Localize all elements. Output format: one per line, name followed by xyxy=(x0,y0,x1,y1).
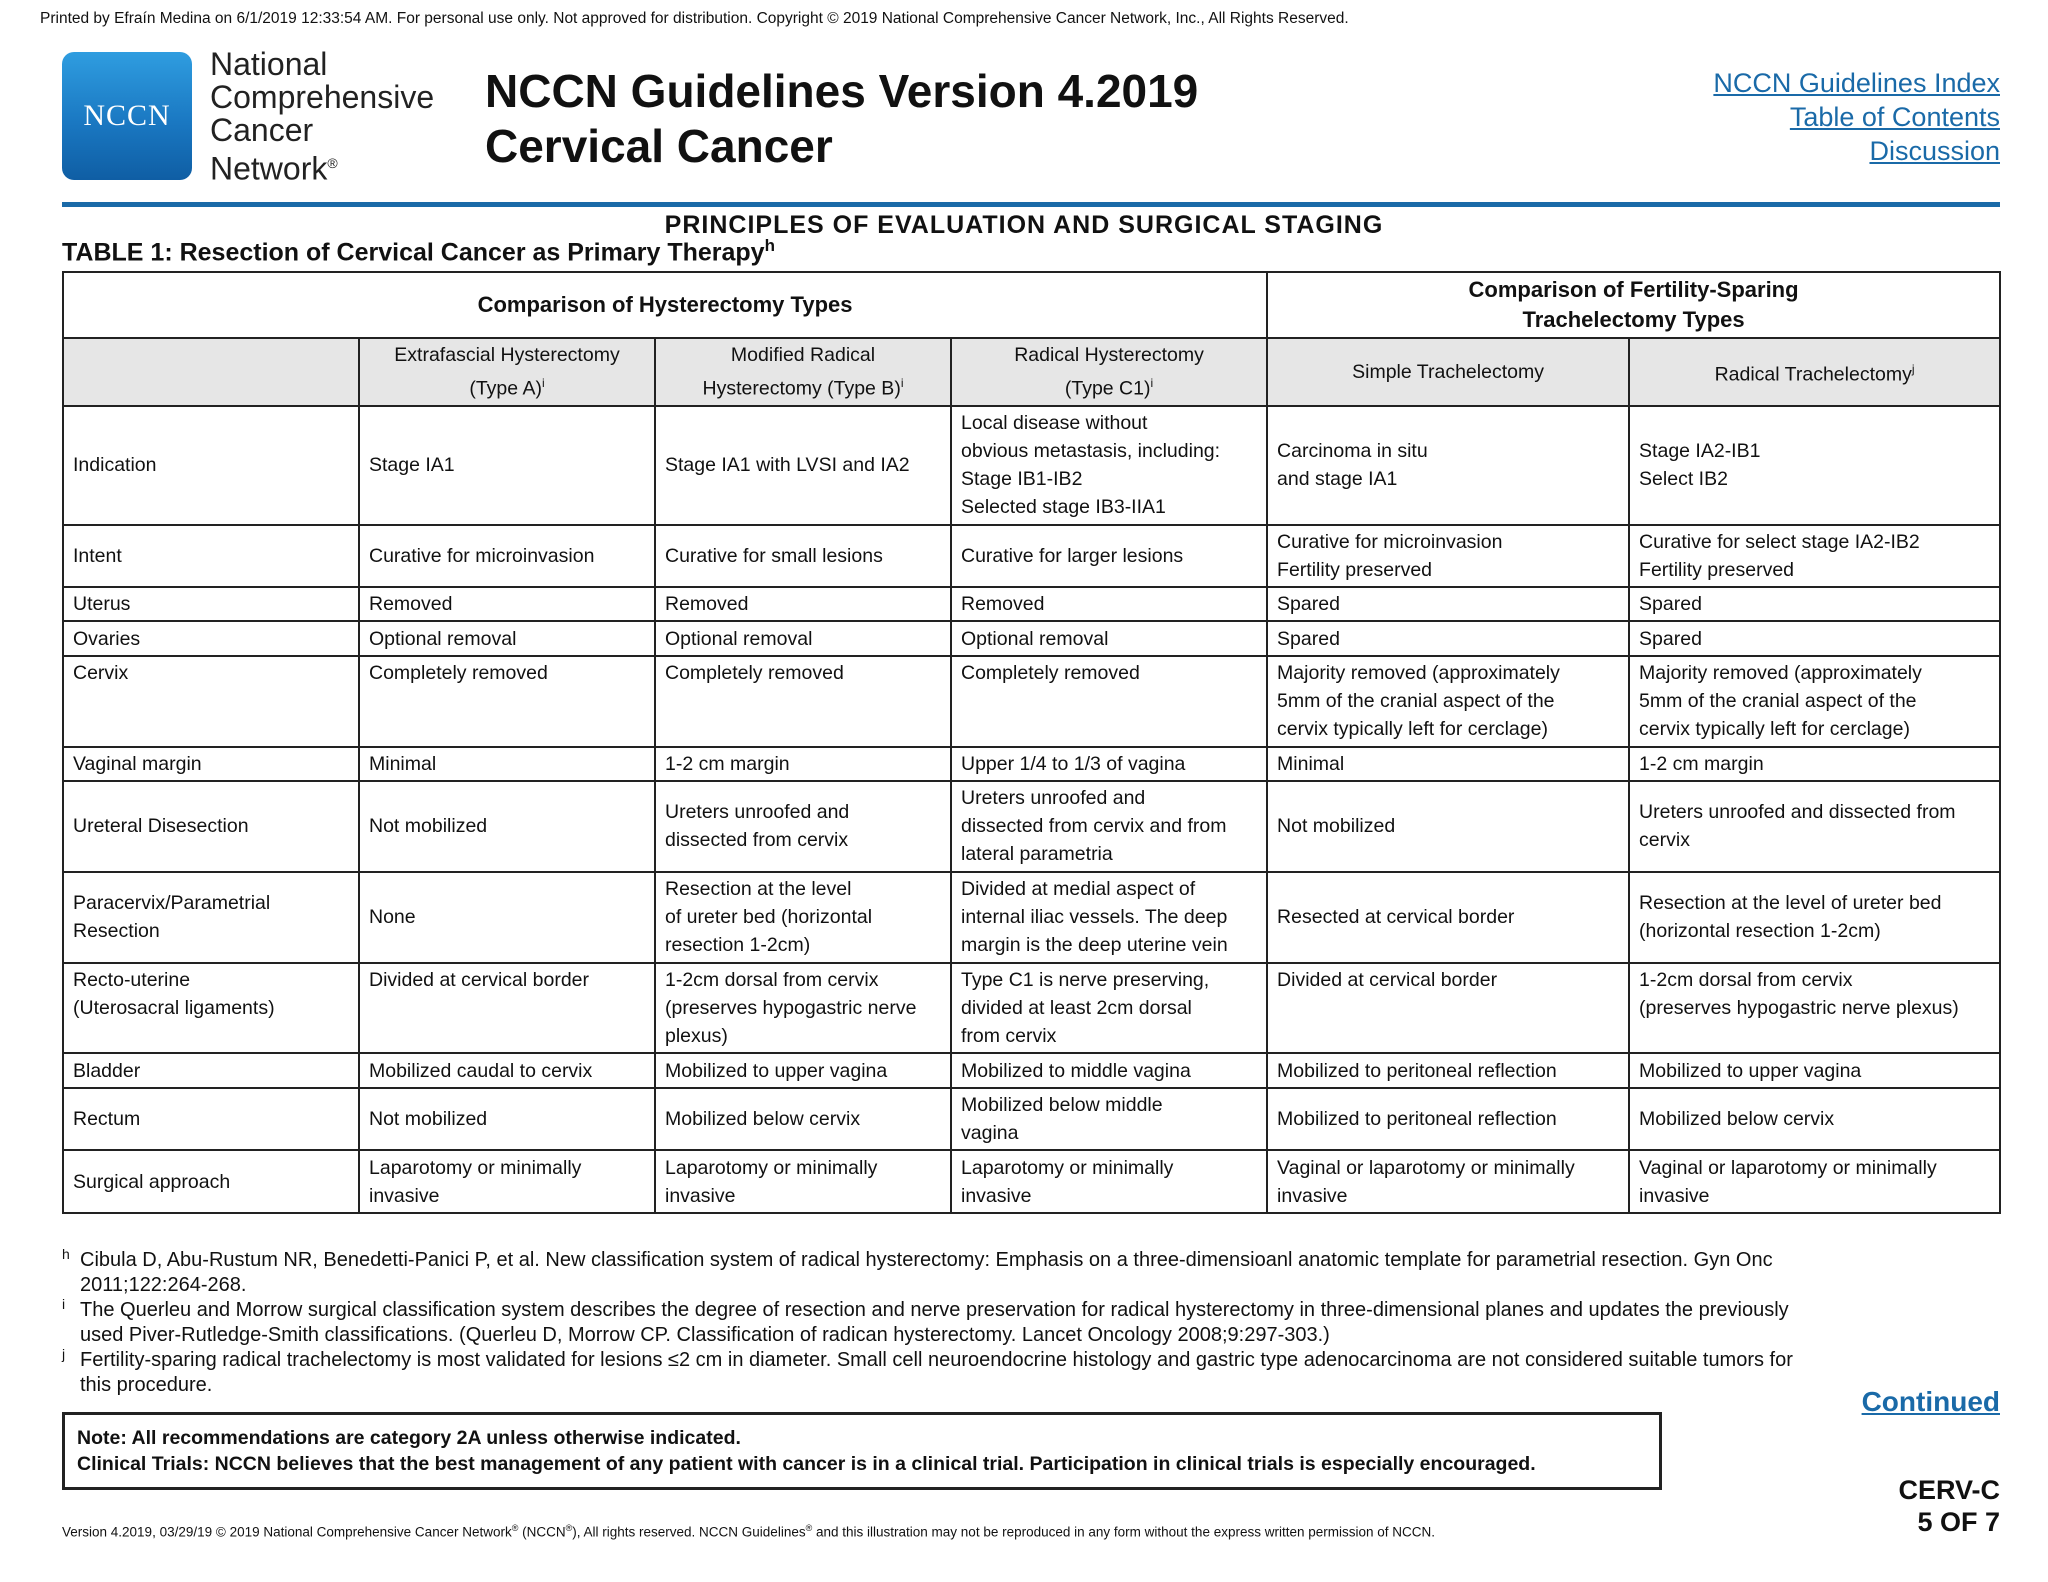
footnote-ref: h xyxy=(764,236,775,255)
cell-text-line: from cervix xyxy=(961,1024,1057,1047)
cell-text-line: 5mm of the cranial aspect of the xyxy=(1277,689,1555,712)
footnote-text: Fertility-sparing radical trachelectomy is most validated for lesions ≤2 cm in diameter. Small cell neuroendocrine histology and gastric type adenocarcinoma are not considered suitable tumors for xyxy=(80,1349,1793,1371)
cell-text-line: Recto-uterine xyxy=(73,968,191,991)
table-cell xyxy=(359,963,655,1054)
footnote-mark: j xyxy=(62,1346,66,1362)
cell-text-line: Ovaries xyxy=(73,627,141,650)
column-header-line: Radical Hysterectomy xyxy=(1014,344,1204,366)
cell-text-line: Mobilized to middle vagina xyxy=(961,1059,1191,1082)
cell-text-line: Curative for microinvasion xyxy=(1277,530,1503,553)
table-row xyxy=(63,1088,2000,1151)
nccn-logo xyxy=(62,52,192,180)
table-cell xyxy=(951,656,1267,747)
table-cell xyxy=(1267,406,1629,525)
cell-text-line: Not mobilized xyxy=(369,1108,488,1131)
column-header xyxy=(1267,338,1629,406)
table-cell xyxy=(951,1053,1267,1087)
cell-text-line: Stage IB1-IB2 xyxy=(961,468,1083,491)
footnote-ref: i xyxy=(1150,376,1154,390)
table-cell xyxy=(655,587,951,621)
cell-text-line: None xyxy=(369,906,416,929)
table-cell xyxy=(359,781,655,872)
footer-copyright xyxy=(62,1523,1435,1540)
table-cell xyxy=(1267,1088,1629,1151)
cell-text-line: Divided at cervical border xyxy=(1277,968,1498,991)
cell-text-line: Curative for select stage IA2-IB2 xyxy=(1639,530,1920,553)
row-label xyxy=(63,747,359,781)
cell-text-line: Laparotomy or minimally xyxy=(369,1156,582,1179)
table-cell xyxy=(1629,747,2000,781)
table-cell xyxy=(1629,656,2000,747)
cell-text-line: 1-2cm dorsal from cervix xyxy=(665,968,879,991)
cell-text-line: cervix typically left for cerclage) xyxy=(1277,717,1548,740)
table-of-contents-link[interactable]: Table of Contents xyxy=(1789,102,2000,132)
row-label xyxy=(63,587,359,621)
cell-text-line: Resected at cervical border xyxy=(1277,906,1515,929)
cell-text-line: resection 1-2cm) xyxy=(665,934,811,957)
cell-text-line: Spared xyxy=(1277,593,1340,616)
table-row xyxy=(63,1150,2000,1213)
table-cell xyxy=(951,621,1267,655)
cell-text-line: Select IB2 xyxy=(1639,468,1728,491)
cell-text-line: Mobilized below cervix xyxy=(665,1108,861,1131)
table-cell xyxy=(951,747,1267,781)
cell-text-line: (preserves hypogastric nerve xyxy=(665,996,917,1019)
footnote-text: The Querleu and Morrow surgical classification system describes the degree of resection and nerve preservation for radical hysterectomy in three-dimensional planes and updates the previously xyxy=(80,1299,1789,1321)
table-cell xyxy=(1267,781,1629,872)
column-header xyxy=(655,338,951,406)
table-row xyxy=(63,963,2000,1054)
table-row xyxy=(63,525,2000,588)
row-label xyxy=(63,621,359,655)
footer-text: (NCCN xyxy=(518,1524,566,1540)
header-divider xyxy=(62,202,2000,207)
row-label xyxy=(63,656,359,747)
table-cell xyxy=(1629,1088,2000,1151)
table-cell xyxy=(655,656,951,747)
cell-text-line: Resection at the level xyxy=(665,878,852,901)
cell-text-line: invasive xyxy=(1277,1184,1348,1207)
cell-text-line: Upper 1/4 to 1/3 of vagina xyxy=(961,752,1186,775)
column-header-line: (Type A) xyxy=(469,377,542,400)
cell-text-line: Indication xyxy=(73,454,157,477)
row-label xyxy=(63,872,359,963)
table-cell xyxy=(951,525,1267,588)
table-cell xyxy=(655,872,951,963)
cell-text-line: Removed xyxy=(369,593,453,616)
cell-text-line: Removed xyxy=(961,593,1045,616)
registered-mark: ® xyxy=(511,1523,519,1533)
cell-text-line: obvious metastasis, including: xyxy=(961,440,1221,463)
footnote-text: Cibula D, Abu-Rustum NR, Benedetti-Panici P, et al. New classification system of radical hysterectomy: Emphasis on a three-dimensioanl anatomic template for parametrial resection. Gyn Onc xyxy=(80,1249,1773,1271)
cell-text-line: Carcinoma in situ xyxy=(1277,440,1428,463)
cell-text-line: Optional removal xyxy=(369,627,517,650)
cell-text-line: Removed xyxy=(665,593,749,616)
cell-text-line: invasive xyxy=(369,1184,440,1207)
table-cell xyxy=(359,1088,655,1151)
row-label xyxy=(63,406,359,525)
cell-text-line: 1-2cm dorsal from cervix xyxy=(1639,968,1853,991)
table-cell xyxy=(359,525,655,588)
table-row xyxy=(63,656,2000,747)
column-header xyxy=(359,338,655,406)
hysterectomy-group-header xyxy=(63,272,1267,338)
cell-text-line: Ureters unroofed and xyxy=(665,801,850,824)
guideline-topic: Cervical Cancer xyxy=(485,120,833,172)
trachelectomy-group-header xyxy=(1267,272,2000,338)
top-links xyxy=(1713,66,2000,168)
table-cell xyxy=(1267,963,1629,1054)
cell-text-line: Uterus xyxy=(73,593,131,616)
column-header xyxy=(951,338,1267,406)
cell-text-line: Fertility preserved xyxy=(1639,558,1795,581)
cell-text-line: Majority removed (approximately xyxy=(1277,661,1560,684)
category-note: Note: All recommendations are category 2A unless otherwise indicated. xyxy=(77,1427,741,1449)
cell-text-line: Fertility preserved xyxy=(1277,558,1433,581)
cell-text-line: Stage IA1 xyxy=(369,454,455,477)
cell-text-line: vagina xyxy=(961,1122,1019,1145)
guideline-version: NCCN Guidelines Version 4.2019 xyxy=(485,65,1199,117)
cell-text-line: Optional removal xyxy=(665,627,813,650)
cell-text-line: Spared xyxy=(1277,627,1340,650)
cell-text-line: divided at least 2cm dorsal xyxy=(961,996,1192,1019)
row-label-header xyxy=(63,338,359,406)
footnote-ref: j xyxy=(1911,362,1915,376)
resection-comparison-table xyxy=(62,271,2001,1214)
org-line: Comprehensive xyxy=(210,79,435,115)
table-cell xyxy=(655,406,951,525)
table-cell xyxy=(655,1088,951,1151)
cell-text-line: (Uterosacral ligaments) xyxy=(73,996,275,1019)
table-cell xyxy=(1629,1053,2000,1087)
cell-text-line: Laparotomy or minimally xyxy=(961,1156,1174,1179)
table-cell xyxy=(655,525,951,588)
page-code: CERV-C xyxy=(1898,1475,2000,1505)
cell-text-line: Type C1 is nerve preserving, xyxy=(961,968,1210,991)
print-notice: Printed by Efraín Medina on 6/1/2019 12:33:54 AM. For personal use only. Not approved for distribution. Copyright © 2019 National Comprehensive Cancer Network, Inc., All Rights Reserved. xyxy=(40,10,1349,27)
cell-text-line: Vaginal margin xyxy=(73,752,202,775)
cell-text-line: Local disease without xyxy=(961,412,1148,435)
cell-text-line: Mobilized to upper vagina xyxy=(665,1059,888,1082)
cell-text-line: Spared xyxy=(1639,627,1702,650)
row-label xyxy=(63,1088,359,1151)
table-row xyxy=(63,872,2000,963)
row-label xyxy=(63,1053,359,1087)
cell-text-line: plexus) xyxy=(665,1024,728,1047)
cell-text-line: Vaginal or laparotomy or minimally xyxy=(1277,1156,1575,1179)
table-cell xyxy=(359,406,655,525)
cell-text-line: Divided at medial aspect of xyxy=(961,878,1196,901)
cell-text-line: Mobilized to peritoneal reflection xyxy=(1277,1059,1557,1082)
cell-text-line: invasive xyxy=(1639,1184,1710,1207)
cell-text-line: Not mobilized xyxy=(369,815,488,838)
table-cell xyxy=(359,747,655,781)
table-cell xyxy=(1267,621,1629,655)
cell-text-line: Divided at cervical border xyxy=(369,968,590,991)
cell-text-line: Surgical approach xyxy=(73,1170,231,1193)
cell-text-line: Ureteral Disesection xyxy=(73,815,249,838)
table-cell xyxy=(951,1150,1267,1213)
table-cell xyxy=(951,872,1267,963)
cell-text-line: Mobilized below middle xyxy=(961,1094,1163,1117)
table-cell xyxy=(359,872,655,963)
cell-text-line: Mobilized below cervix xyxy=(1639,1108,1835,1131)
group-label: Comparison of Hysterectomy Types xyxy=(477,292,853,317)
cell-text-line: (horizontal resection 1-2cm) xyxy=(1639,920,1881,943)
cell-text-line: Curative for larger lesions xyxy=(961,544,1184,567)
footnote-text: 2011;122:264-268. xyxy=(80,1274,247,1296)
cell-text-line: Selected stage IB3-IIA1 xyxy=(961,496,1166,519)
table-cell xyxy=(1267,587,1629,621)
row-label xyxy=(63,781,359,872)
footnote-text: used Piver-Rutledge-Smith classifications. (Querleu D, Morrow CP. Classification of radican hysterectomy. Lancet Oncology 2008;9:297-303.) xyxy=(80,1324,1330,1346)
footnote-mark: h xyxy=(62,1246,70,1262)
column-header-line: Radical Trachelectomy xyxy=(1714,363,1912,386)
cell-text-line: Stage IA2-IB1 xyxy=(1639,440,1761,463)
table-cell xyxy=(359,1150,655,1213)
table-cell xyxy=(1629,525,2000,588)
table-cell xyxy=(1267,747,1629,781)
cell-text-line: Laparotomy or minimally xyxy=(665,1156,878,1179)
page-identifier xyxy=(1898,1474,2000,1538)
cell-text-line: Paracervix/Parametrial xyxy=(73,892,271,915)
cell-text-line: Completely removed xyxy=(665,661,844,684)
table-cell xyxy=(359,587,655,621)
group-label-line: Comparison of Fertility-Sparing xyxy=(1468,277,1799,302)
table-cell xyxy=(1267,1150,1629,1213)
cell-text-line: Stage IA1 with LVSI and IA2 xyxy=(665,454,910,477)
table-cell xyxy=(655,1150,951,1213)
org-line: National xyxy=(210,46,328,82)
column-header-line: (Type C1) xyxy=(1064,377,1151,400)
page-title xyxy=(485,64,1198,174)
continued-link[interactable]: Continued xyxy=(1861,1386,2000,1417)
table-cell xyxy=(655,963,951,1054)
table-cell xyxy=(1629,872,2000,963)
registered-mark: ® xyxy=(805,1523,813,1533)
table-cell xyxy=(1267,525,1629,588)
registered-mark: ® xyxy=(565,1523,573,1533)
table-cell xyxy=(1629,963,2000,1054)
cell-text-line: Resection xyxy=(73,920,160,943)
table-cell xyxy=(1629,1150,2000,1213)
table-cell xyxy=(951,406,1267,525)
footnotes xyxy=(62,1248,2002,1398)
footer-text: Version 4.2019, 03/29/19 © 2019 National Comprehensive Cancer Network xyxy=(62,1524,512,1540)
cell-text-line: invasive xyxy=(961,1184,1032,1207)
table-cell xyxy=(951,781,1267,872)
cell-text-line: cervix xyxy=(1639,829,1690,852)
cell-text-line: Completely removed xyxy=(369,661,548,684)
cell-text-line: Minimal xyxy=(1277,752,1345,775)
cell-text-line: 1-2 cm margin xyxy=(1639,752,1764,775)
section-title: PRINCIPLES OF EVALUATION AND SURGICAL STAGING xyxy=(664,211,1384,239)
cell-text-line: Bladder xyxy=(73,1059,141,1082)
cell-text-line: Mobilized caudal to cervix xyxy=(369,1059,593,1082)
cell-text-line: of ureter bed (horizontal xyxy=(665,906,873,929)
cell-text-line: Curative for small lesions xyxy=(665,544,883,567)
footnote-mark: i xyxy=(62,1296,66,1312)
footnote-text: this procedure. xyxy=(80,1374,213,1396)
table-cell xyxy=(1629,781,2000,872)
footer-text: ), All rights reserved. NCCN Guidelines xyxy=(572,1524,806,1540)
cell-text-line: Majority removed (approximately xyxy=(1639,661,1922,684)
footnote-ref: i xyxy=(900,376,904,390)
table-row xyxy=(63,747,2000,781)
table-cell xyxy=(1267,656,1629,747)
org-line: Cancer xyxy=(210,112,314,148)
table-cell xyxy=(1267,1053,1629,1087)
cell-text-line: Mobilized to peritoneal reflection xyxy=(1277,1108,1557,1131)
column-header-line: Modified Radical xyxy=(730,344,876,366)
organization-name xyxy=(210,48,434,186)
column-header-line: Extrafascial Hysterectomy xyxy=(394,344,620,366)
table-cell xyxy=(1267,872,1629,963)
cell-text-line: internal iliac vessels. The deep xyxy=(961,906,1228,929)
table-row xyxy=(63,1053,2000,1087)
footnote xyxy=(62,1298,2002,1348)
cell-text-line: Minimal xyxy=(369,752,437,775)
cell-text-line: and stage IA1 xyxy=(1277,468,1398,491)
page-number: 5 OF 7 xyxy=(1917,1507,2000,1537)
cell-text-line: Not mobilized xyxy=(1277,815,1396,838)
clinical-trials-note: Clinical Trials: NCCN believes that the best management of any patient with cancer is in a clinical trial. Participation in clinical trials is especially encouraged. xyxy=(77,1453,1536,1475)
cell-text-line: Resection at the level of ureter bed xyxy=(1639,892,1942,915)
table-cell xyxy=(359,656,655,747)
org-line xyxy=(210,147,434,186)
guidelines-index-link[interactable]: NCCN Guidelines Index xyxy=(1713,68,2000,98)
group-label-line: Trachelectomy Types xyxy=(1522,307,1745,332)
column-header-line: Simple Trachelectomy xyxy=(1352,360,1544,383)
table-cell xyxy=(1629,621,2000,655)
column-header-line: Hysterectomy (Type B) xyxy=(702,377,901,400)
table-row xyxy=(63,621,2000,655)
cell-text-line: Cervix xyxy=(73,661,129,684)
table-cell xyxy=(655,1053,951,1087)
cell-text-line: Rectum xyxy=(73,1108,141,1131)
cell-text-line: (preserves hypogastric nerve plexus) xyxy=(1639,996,1959,1019)
table-cell xyxy=(951,1088,1267,1151)
registered-mark: ® xyxy=(327,155,338,171)
footnote-ref: i xyxy=(541,376,545,390)
cell-text-line: Mobilized to upper vagina xyxy=(1639,1059,1862,1082)
cell-text-line: 1-2 cm margin xyxy=(665,752,790,775)
table-cell xyxy=(359,621,655,655)
table-cell xyxy=(359,1053,655,1087)
cell-text-line: invasive xyxy=(665,1184,736,1207)
footnote xyxy=(62,1248,2002,1298)
footnote xyxy=(62,1348,2002,1398)
cell-text-line: Ureters unroofed and dissected from xyxy=(1639,801,1956,824)
cell-text-line: dissected from cervix and from xyxy=(961,815,1227,838)
cell-text-line: cervix typically left for cerclage) xyxy=(1639,717,1910,740)
cell-text-line: Completely removed xyxy=(961,661,1140,684)
table-cell xyxy=(655,747,951,781)
cell-text-line: Ureters unroofed and xyxy=(961,787,1146,810)
table-title xyxy=(62,236,775,267)
cell-text-line: Spared xyxy=(1639,593,1702,616)
table-cell xyxy=(1629,587,2000,621)
table-cell xyxy=(1629,406,2000,525)
table-row xyxy=(63,781,2000,872)
table-cell xyxy=(655,781,951,872)
footer-text: and this illustration may not be reproduced in any form without the express written permission of NCCN. xyxy=(812,1524,1436,1540)
note-box xyxy=(62,1412,1662,1490)
cell-text-line: Intent xyxy=(73,544,122,567)
table-cell xyxy=(655,621,951,655)
table-row xyxy=(63,406,2000,525)
row-label xyxy=(63,1150,359,1213)
table-title-text: TABLE 1: Resection of Cervical Cancer as Primary Therapy xyxy=(62,238,765,267)
discussion-link[interactable]: Discussion xyxy=(1869,136,2000,166)
column-header xyxy=(1629,338,2000,406)
table-cell xyxy=(951,587,1267,621)
cell-text-line: 5mm of the cranial aspect of the xyxy=(1639,689,1917,712)
org-line-text: Network xyxy=(210,150,328,187)
cell-text-line: lateral parametria xyxy=(961,843,1113,866)
row-label xyxy=(63,963,359,1054)
cell-text-line: dissected from cervix xyxy=(665,829,849,852)
cell-text-line: Optional removal xyxy=(961,627,1109,650)
cell-text-line: Curative for microinvasion xyxy=(369,544,595,567)
row-label xyxy=(63,525,359,588)
table-cell xyxy=(951,963,1267,1054)
cell-text-line: margin is the deep uterine vein xyxy=(961,934,1228,957)
logo-text: NCCN xyxy=(83,99,171,132)
table-row xyxy=(63,587,2000,621)
cell-text-line: Vaginal or laparotomy or minimally xyxy=(1639,1156,1937,1179)
